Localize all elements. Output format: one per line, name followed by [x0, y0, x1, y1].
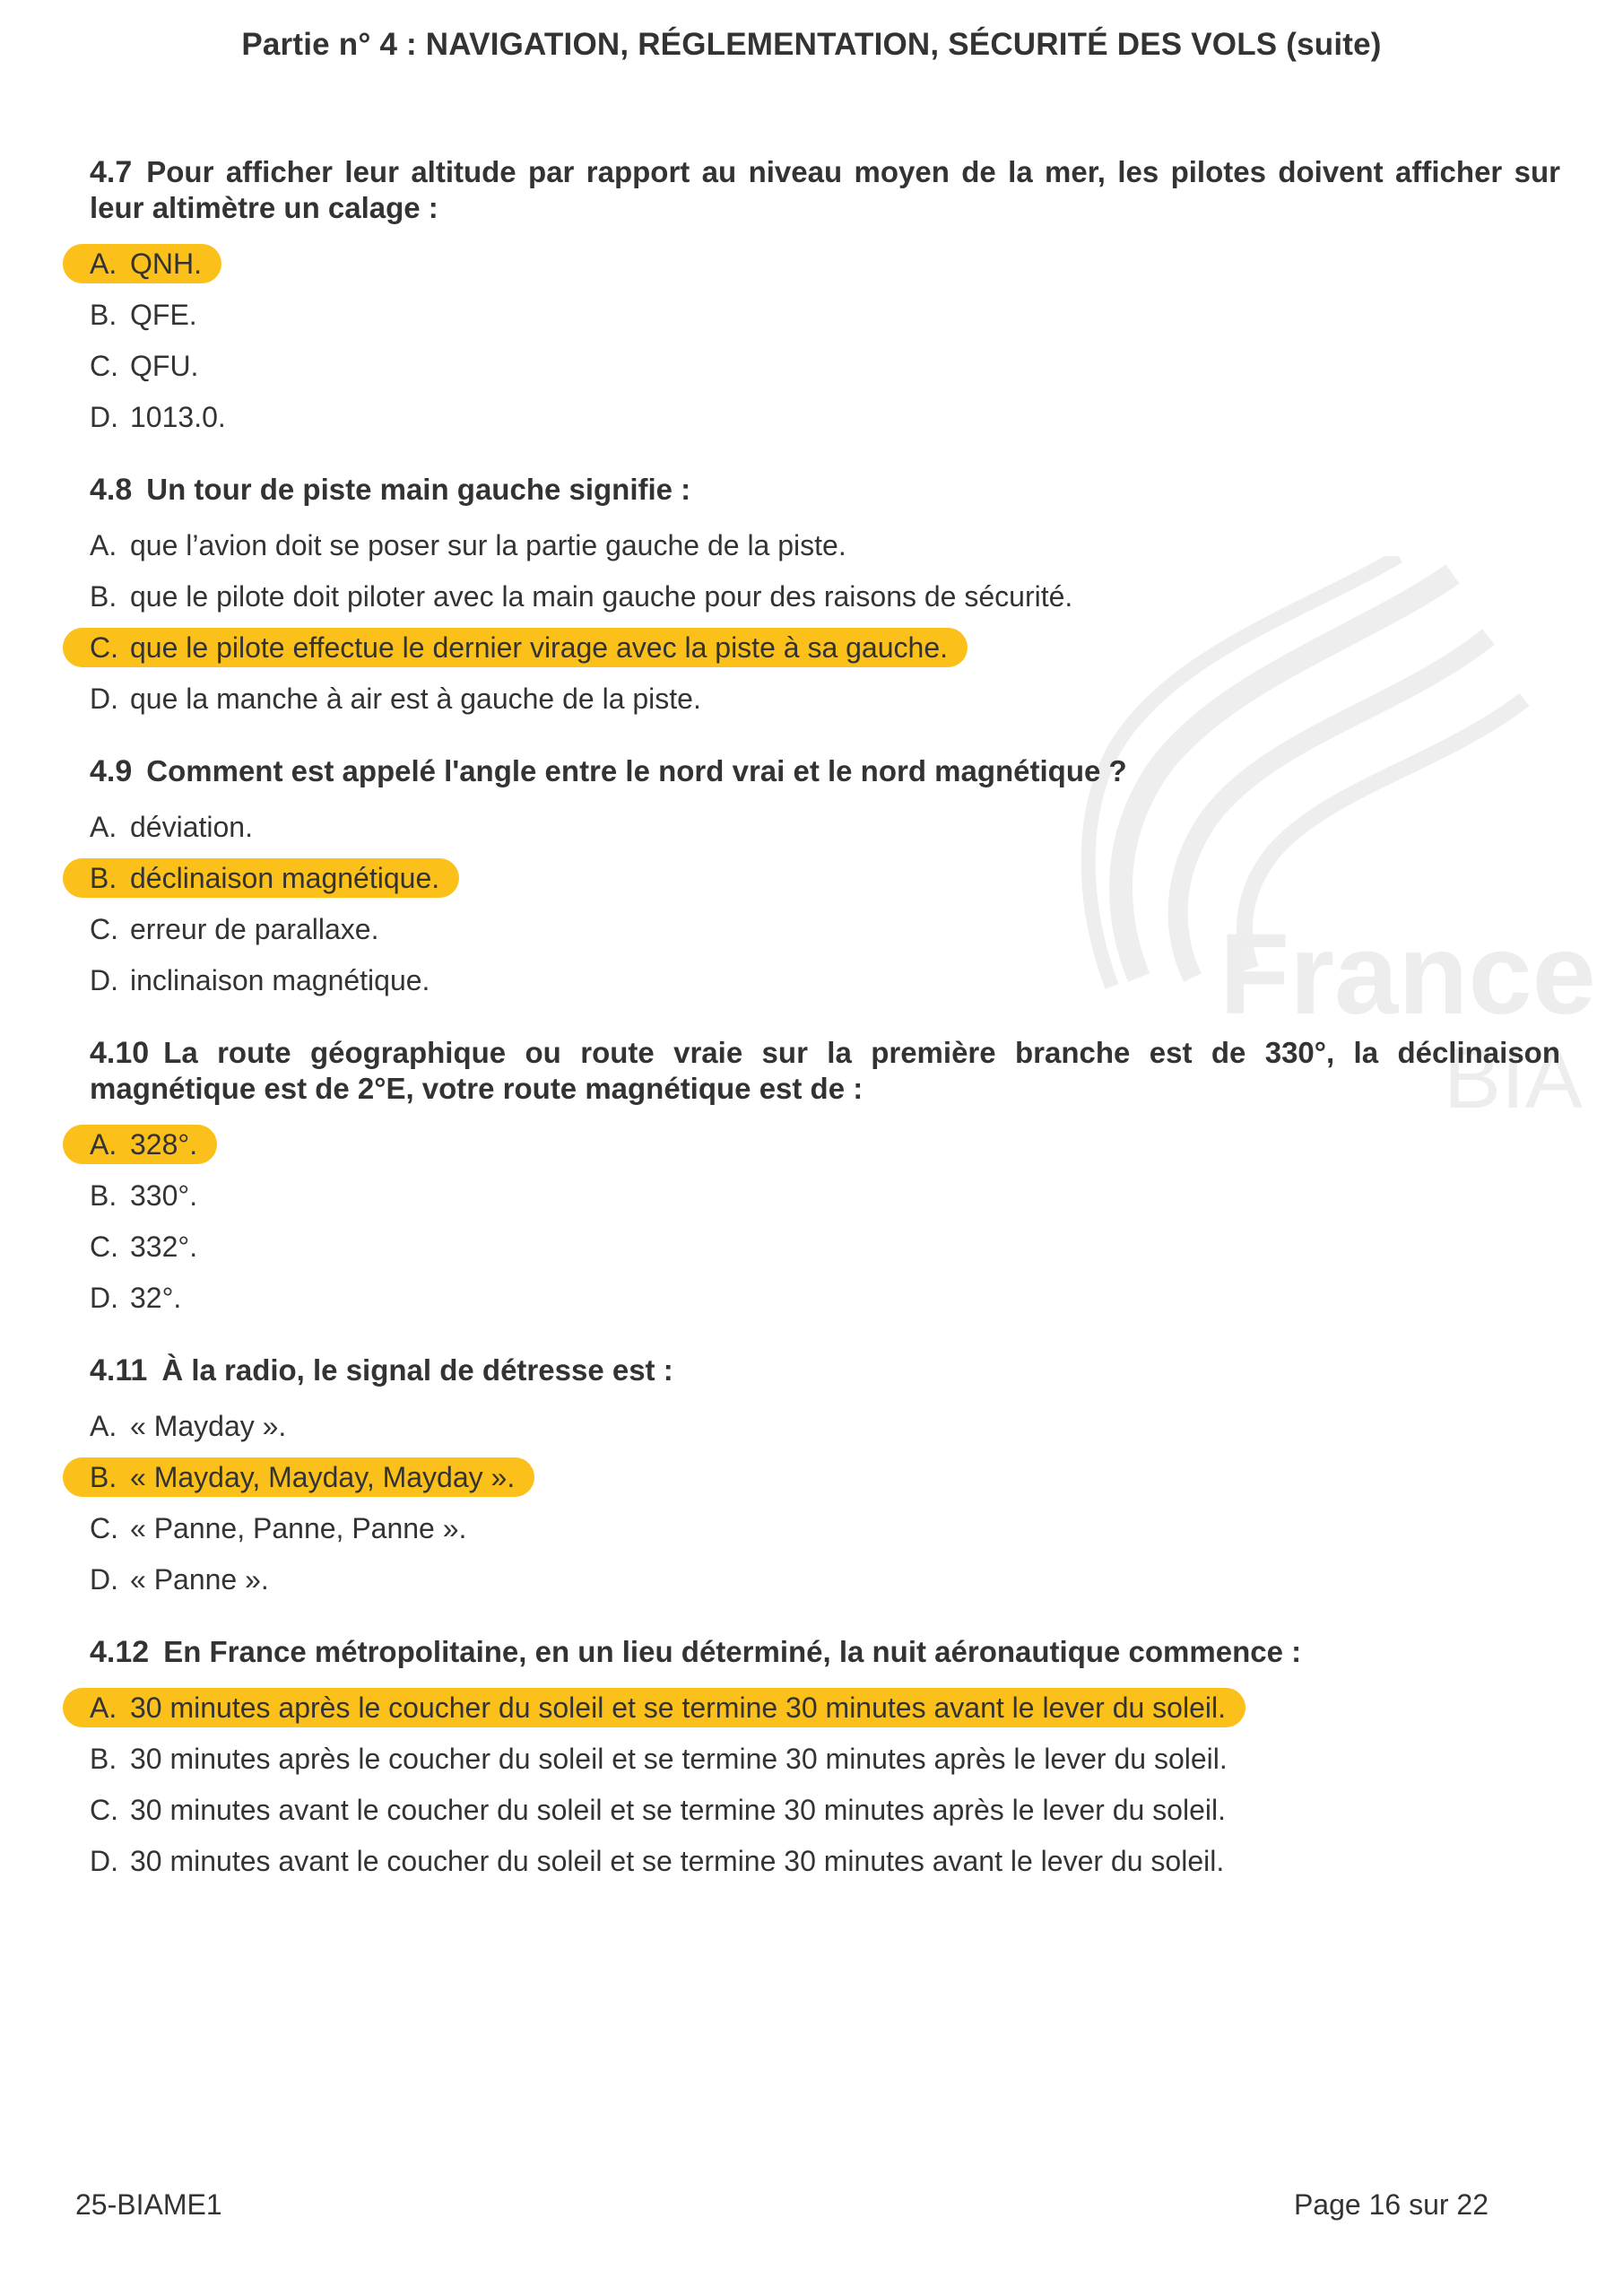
question-block: [90, 472, 1560, 725]
question-title: [90, 154, 1560, 226]
answer-option: [90, 571, 1560, 622]
option-text: 30 minutes après le coucher du soleil et se termine 30 minutes avant le lever du soleil.: [130, 1692, 1226, 1724]
answer-option: [90, 1401, 1560, 1452]
option-letter: B.: [90, 1743, 117, 1775]
question-block: [90, 1035, 1560, 1324]
question-number: 4.12: [90, 1635, 150, 1669]
question-block: [90, 1352, 1560, 1605]
question-title: [90, 1035, 1560, 1107]
answer-option: [90, 1785, 1560, 1836]
option-letter: B.: [90, 1461, 117, 1493]
watermark-bia-text: BIA: [1444, 1031, 1583, 1126]
option-letter: C.: [90, 631, 118, 664]
question-title: [90, 753, 1560, 789]
option-text: que l’avion doit se poser sur la partie gauche de la piste.: [130, 529, 846, 561]
answer-option: [90, 1222, 1560, 1273]
question-text: À la radio, le signal de détresse est :: [161, 1353, 673, 1387]
option-text: « Mayday ».: [130, 1410, 287, 1442]
option-letter: A.: [90, 811, 117, 843]
answer-option: [90, 1503, 1560, 1554]
option-letter: C.: [90, 913, 118, 945]
question-block: [90, 753, 1560, 1006]
question-block: [90, 1634, 1560, 1887]
question-title: [90, 1352, 1560, 1388]
option-letter: A.: [90, 1410, 117, 1442]
option-text: « Panne ».: [130, 1563, 269, 1596]
option-text: 332°.: [130, 1231, 198, 1263]
question-number: 4.11: [90, 1353, 148, 1387]
option-letter: A.: [90, 1128, 117, 1161]
answer-option: [90, 955, 1560, 1006]
question-text: La route géographique ou route vraie sur la première branche est de 330°, la déclinaison magnétique est de 2°E, votre route magnétique est de :: [90, 1036, 1560, 1105]
question-text: Comment est appelé l'angle entre le nord vrai et le nord magnétique ?: [146, 754, 1127, 787]
section-header: Partie n° 4 : NAVIGATION, RÉGLEMENTATION, SÉCURITÉ DES VOLS (suite): [241, 27, 1382, 62]
option-text: QNH.: [130, 248, 202, 280]
question-text: Un tour de piste main gauche signifie :: [146, 473, 691, 506]
answer-option: [90, 1836, 1560, 1887]
answer-option: [90, 341, 1560, 392]
option-letter: D.: [90, 1563, 118, 1596]
option-text: 330°.: [130, 1179, 198, 1212]
option-letter: D.: [90, 683, 118, 715]
option-text: que le pilote effectue le dernier virage avec la piste à sa gauche.: [130, 631, 948, 664]
answer-option: [90, 392, 1560, 443]
option-text: 32°.: [130, 1282, 182, 1314]
question-block: [90, 154, 1560, 443]
option-text: déviation.: [130, 811, 253, 843]
option-letter: B.: [90, 580, 117, 613]
question-number: 4.10: [90, 1036, 150, 1070]
page-number: Page 16 sur 22: [1293, 2188, 1488, 2221]
option-text: 1013.0.: [130, 401, 226, 433]
answer-option: [90, 853, 1560, 904]
question-number: 4.9: [90, 754, 133, 788]
option-text: erreur de parallaxe.: [130, 913, 379, 945]
option-letter: B.: [90, 1179, 117, 1212]
question-number: 4.8: [90, 473, 133, 507]
answer-option: [90, 1734, 1560, 1785]
option-letter: D.: [90, 964, 118, 996]
watermark-france-text: France: [1219, 910, 1596, 1039]
option-text: 30 minutes après le coucher du soleil et se termine 30 minutes après le lever du soleil.: [130, 1743, 1228, 1775]
option-letter: D.: [90, 401, 118, 433]
option-text: que la manche à air est à gauche de la piste.: [130, 683, 701, 715]
option-text: 328°.: [130, 1128, 198, 1161]
option-text: QFE.: [130, 299, 197, 331]
option-letter: A.: [90, 1692, 117, 1724]
question-title: [90, 1634, 1560, 1670]
question-title: [90, 472, 1560, 508]
option-letter: B.: [90, 862, 117, 894]
option-text: QFU.: [130, 350, 199, 382]
option-letter: D.: [90, 1282, 118, 1314]
option-text: déclinaison magnétique.: [130, 862, 440, 894]
answer-option: [90, 1119, 1560, 1170]
option-letter: A.: [90, 248, 117, 280]
option-text: 30 minutes avant le coucher du soleil et se termine 30 minutes après le lever du soleil.: [130, 1794, 1226, 1826]
answer-option: [90, 674, 1560, 725]
option-text: inclinaison magnétique.: [130, 964, 430, 996]
option-letter: A.: [90, 529, 117, 561]
option-text: « Mayday, Mayday, Mayday ».: [130, 1461, 516, 1493]
answer-option: [90, 239, 1560, 290]
answer-option: [90, 802, 1560, 853]
option-letter: B.: [90, 299, 117, 331]
answer-option: [90, 290, 1560, 341]
answer-option: [90, 1273, 1560, 1324]
option-text: 30 minutes avant le coucher du soleil et se termine 30 minutes avant le lever du soleil.: [130, 1845, 1225, 1877]
option-letter: C.: [90, 1231, 118, 1263]
answer-option: [90, 520, 1560, 571]
question-number: 4.7: [90, 155, 133, 189]
answer-option: [90, 1452, 1560, 1503]
option-letter: C.: [90, 1794, 118, 1826]
question-list: [90, 154, 1560, 1916]
option-letter: D.: [90, 1845, 118, 1877]
exam-code: 25-BIAME1: [75, 2188, 222, 2221]
question-text: En France métropolitaine, en un lieu déterminé, la nuit aéronautique commence :: [163, 1635, 1302, 1668]
question-text: Pour afficher leur altitude par rapport au niveau moyen de la mer, les pilotes doivent afficher sur leur altimètre un calage :: [90, 155, 1560, 224]
option-letter: C.: [90, 350, 118, 382]
option-letter: C.: [90, 1512, 118, 1544]
answer-option: [90, 1554, 1560, 1605]
answer-option: [90, 1170, 1560, 1222]
option-text: « Panne, Panne, Panne ».: [130, 1512, 467, 1544]
answer-option: [90, 622, 1560, 674]
option-text: que le pilote doit piloter avec la main gauche pour des raisons de sécurité.: [130, 580, 1073, 613]
answer-option: [90, 904, 1560, 955]
answer-option: [90, 1683, 1560, 1734]
